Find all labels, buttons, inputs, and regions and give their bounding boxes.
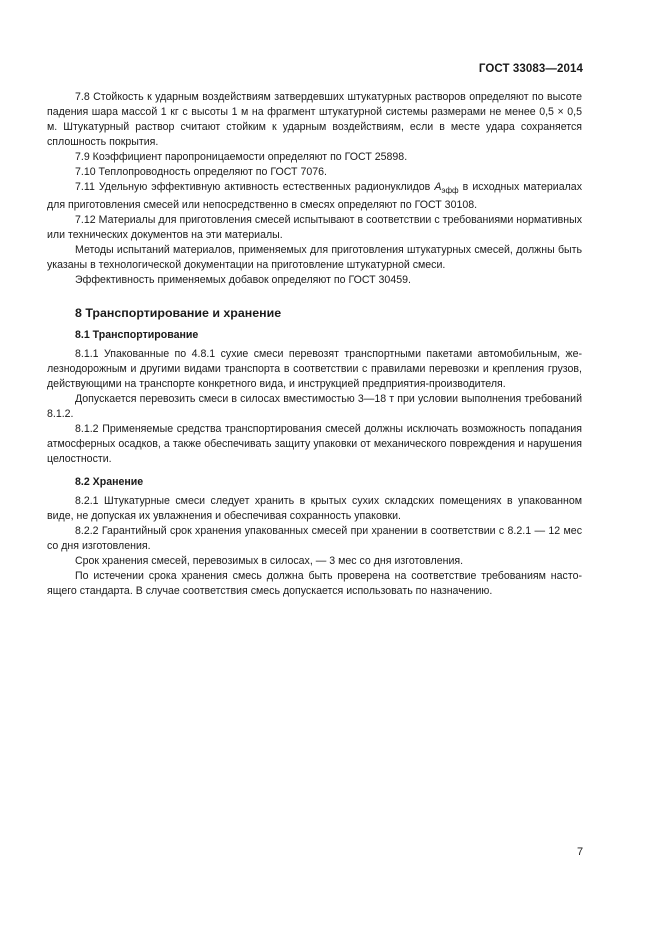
paragraph-7-11	[47, 180, 582, 213]
standard-code-header: ГОСТ 33083—2014	[478, 63, 583, 75]
paragraph-8-2-2: 8.2.2 Гарантийный срок хранения упакованных смесей при хранении в соответствии с 8.2.1 — 12 мес со дня изготовления.	[47, 525, 582, 552]
activity-subscript: эфф	[441, 186, 459, 195]
paragraph-7-8: 7.8 Стойкость к ударным воздействиям затвердевших штукатурных растворов определяют по высоте падения шара массой 1 кг с высоты 1 м на фрагмент штукатурной системы размерами не менее 0,5 × 0,5 м. Штукатурный раствор считают стойким к ударным воздействиям, если в месте удара сохраняется сплошность покрытия.	[47, 91, 582, 148]
paragraph-7-10: 7.10 Теплопроводность определяют по ГОСТ 7076.	[75, 166, 327, 178]
paragraph-8-1-1: 8.1.1 Упакованные по 4.8.1 сухие смеси перевозят транспортными пакетами автомобильным, железнодорожным и другими видами транспорта в соответствии с правилами перевозки и крепления грузов, действующими на транспорте конкретного вида, и инструкцией предприятия-производителя.	[47, 348, 582, 390]
paragraph-silo-storage-term: Срок хранения смесей, перевозимых в силосах, — 3 мес со дня изготовления.	[75, 555, 464, 567]
paragraph-silo-transport: Допускается перевозить смеси в силосах вместимостью 3—18 т при условии выполнения требований 8.1.2.	[47, 393, 582, 420]
subsection-8-1-heading: 8.1 Транспортирование	[75, 329, 199, 341]
section-8-heading: 8 Транспортирование и хранение	[75, 306, 282, 320]
paragraph-7-12: 7.12 Материалы для приготовления смесей испытывают в соответствии с требованиями нормативных или технических документов на эти материалы.	[47, 214, 582, 241]
paragraph-7-9: 7.9 Коэффициент паропроницаемости определяют по ГОСТ 25898.	[75, 151, 408, 163]
paragraph-test-methods: Методы испытаний материалов, применяемых для приготовления штукатурных смесей, должны быть указаны в технологической документации на приготовление штукатурной смеси.	[47, 244, 582, 271]
subsection-8-2-heading: 8.2 Хранение	[75, 476, 144, 488]
paragraph-8-1-2: 8.1.2 Применяемые средства транспортирования смесей должны исключать возможность попадания атмосферных осадков, а также обеспечивать защиту упаковки от механического повреждения и нарушения целостности.	[47, 423, 582, 465]
page-content	[47, 90, 582, 599]
paragraph-7-11-text-end: в исходных материалах для приготовления смесей или непосредственно в смесях определяют по ГОСТ 30108.	[47, 181, 582, 211]
activity-symbol: A	[434, 181, 442, 193]
page-number: 7	[577, 846, 584, 858]
paragraph-after-term: По истечении срока хранения смесь должна быть проверена на соответствие требованиям настоящего стандарта. В случае соответствия смесь допускается использовать по назначению.	[47, 570, 582, 597]
paragraph-additives: Эффективность применяемых добавок определяют по ГОСТ 30459.	[75, 274, 411, 286]
paragraph-8-2-1: 8.2.1 Штукатурные смеси следует хранить в крытых сухих складских помещениях в упакованном виде, не допуская их увлажнения и обеспечивая сохранность упаковки.	[47, 495, 582, 522]
paragraph-7-11-text-start: 7.11 Удельную эффективную активность естественных радионуклидов	[75, 181, 435, 193]
